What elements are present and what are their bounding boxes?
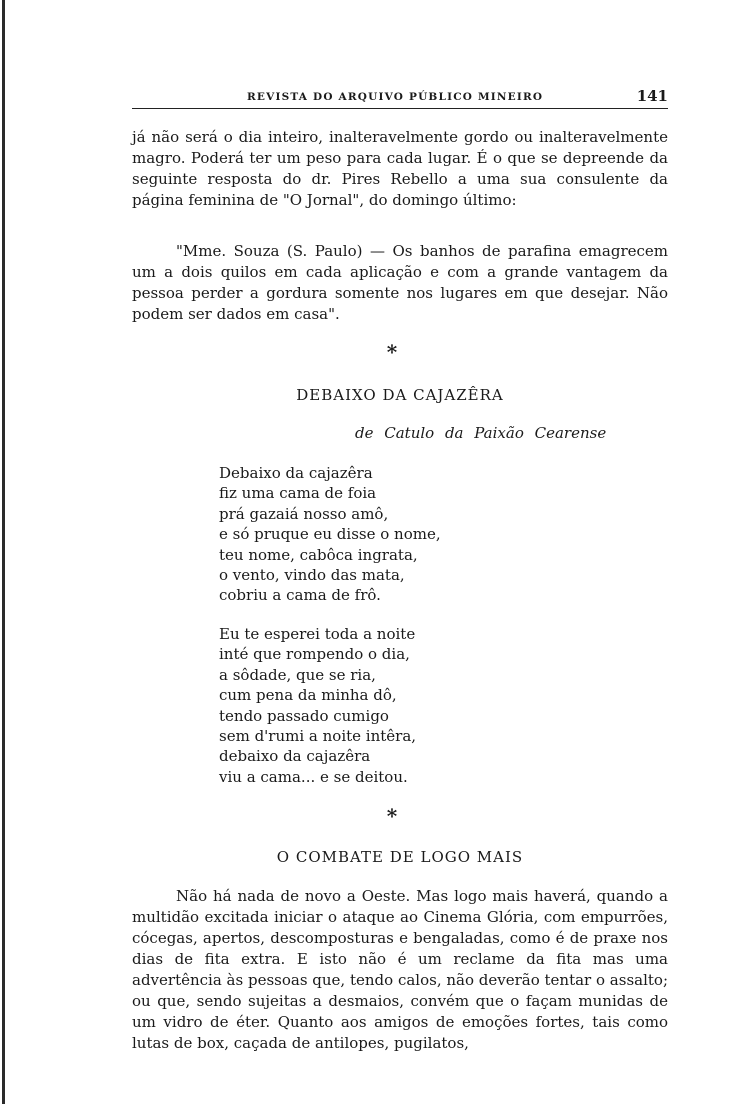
poem-byline: de Catulo da Paixão Cearense (355, 424, 607, 442)
poem-line: fiz uma cama de foia (219, 484, 377, 503)
intro-paragraph: já não será o dia inteiro, inalteravelmente gordo ou inalteravelmente magro. Poderá ter um peso para cada lugar. É o que se depreende da seguinte resposta do dr. Pires Rebello a uma sua consulente da página feminina de "O Jornal", do domingo último: (132, 128, 668, 209)
section-separator: * (386, 340, 398, 364)
article-paragraph: Não há nada de novo a Oeste. Mas logo mais haverá, quando a multidão excitada iniciar o ataque ao Cinema Glória, com empurrões, cócegas, apertos, descomposturas e bengaladas, como é de praxe nos dias de fita extra. E isto não é um reclame da fita mas uma advertência às pessoas que, tendo calos, não deverão tentar o assalto; ou que, sendo sujeitas a desmaios, convém que o façam munidas de um vidro de éter. Quanto aos amigos de emoções fortes, tais como lutas de box, caçada de antilopes, pugilatos, (132, 887, 668, 1052)
page-number: 141 (636, 87, 668, 105)
poem-stanza-1 (219, 463, 441, 606)
poem-title: DEBAIXO DA CAJAZÊRA (296, 386, 504, 404)
article-title: O COMBATE DE LOGO MAIS (276, 848, 524, 866)
poem-line: sem d'rumi a noite intêra, (219, 727, 417, 746)
page-binding-edge (2, 0, 5, 1104)
poem-line: Eu te esperei toda a noite (219, 625, 416, 643)
quoted-answer: "Mme. Souza (S. Paulo) — Os banhos de parafina emagrecem um a dois quilos em cada aplicação e com a grande vantagem da pessoa perder a gordura somente nos lugares em que desejar. Não podem ser dados em casa". (132, 242, 668, 323)
poem-line: debaixo da cajazêra (219, 747, 371, 766)
poem-line: viu a cama... e se deitou. (219, 767, 408, 786)
running-title: REVISTA DO ARQUIVO PÚBLICO MINEIRO (247, 91, 544, 103)
running-header (132, 86, 668, 109)
poem-stanza-2 (219, 624, 416, 787)
poem-line: inté que rompendo o dia, (219, 645, 410, 664)
poem-line: e só pruque eu disse o nome, (219, 525, 441, 544)
poem-line: cum pena da minha dô, (219, 686, 397, 705)
poem-line: Debaixo da cajazêra (219, 464, 373, 482)
poem-line: prá gazaiá nosso amô, (219, 504, 389, 523)
poem-line: tendo passado cumigo (219, 706, 389, 725)
poem-line: teu nome, cabôca ingrata, (219, 545, 418, 564)
poem-line: o vento, vindo das mata, (219, 566, 405, 585)
section-separator: * (386, 804, 398, 828)
poem-line: cobriu a cama de frô. (219, 586, 381, 605)
poem-line: a sôdade, que se ria, (219, 665, 376, 684)
